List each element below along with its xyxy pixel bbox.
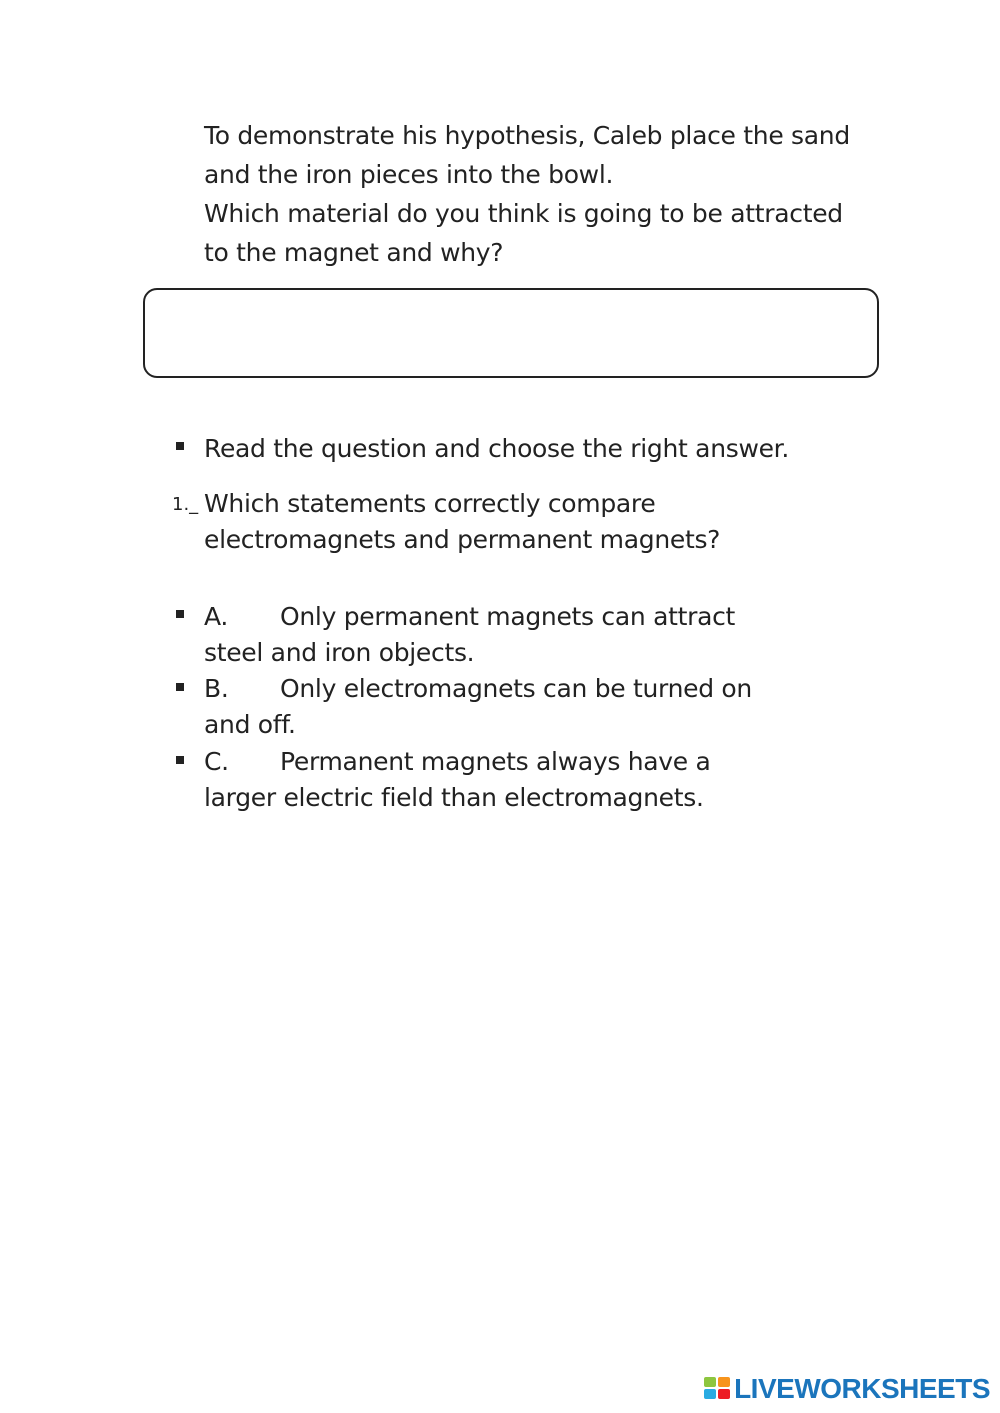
option-text: Only electromagnets can be turned on — [280, 674, 752, 703]
option-letter: A. — [204, 602, 229, 631]
option-letter: C. — [204, 747, 229, 776]
option-text: Only permanent magnets can attract — [280, 602, 736, 631]
question-line: electromagnets and permanent magnets? — [204, 525, 721, 554]
bullet-icon — [176, 610, 184, 618]
question-line: Which statements correctly compare — [204, 489, 656, 518]
bullet-icon — [176, 683, 184, 691]
answer-text-box[interactable] — [143, 288, 879, 378]
intro-line: to the magnet and why? — [204, 238, 504, 267]
liveworksheets-logo — [704, 1369, 990, 1409]
question-number: 1._ — [172, 494, 199, 515]
option-letter: B. — [204, 674, 229, 703]
bullet-icon — [176, 756, 184, 764]
option-a[interactable] — [204, 599, 735, 635]
option-c-continued[interactable]: larger electric field than electromagnets. — [204, 783, 704, 812]
logo-blocks-icon — [704, 1377, 732, 1401]
intro-line: and the iron pieces into the bowl. — [204, 160, 614, 189]
bullet-icon — [176, 442, 184, 450]
option-b[interactable] — [204, 671, 752, 707]
intro-paragraph — [204, 116, 884, 272]
option-b-continued[interactable]: and off. — [204, 710, 296, 739]
instruction-text: Read the question and choose the right answer. — [204, 434, 790, 463]
option-a-continued[interactable]: steel and iron objects. — [204, 638, 475, 667]
intro-line: Which material do you think is going to be attracted — [204, 199, 843, 228]
intro-line: To demonstrate his hypothesis, Caleb place the sand — [204, 121, 850, 150]
logo-text: LIVEWORKSHEETS — [734, 1373, 990, 1404]
option-text: Permanent magnets always have a — [280, 747, 711, 776]
option-c[interactable] — [204, 744, 711, 780]
